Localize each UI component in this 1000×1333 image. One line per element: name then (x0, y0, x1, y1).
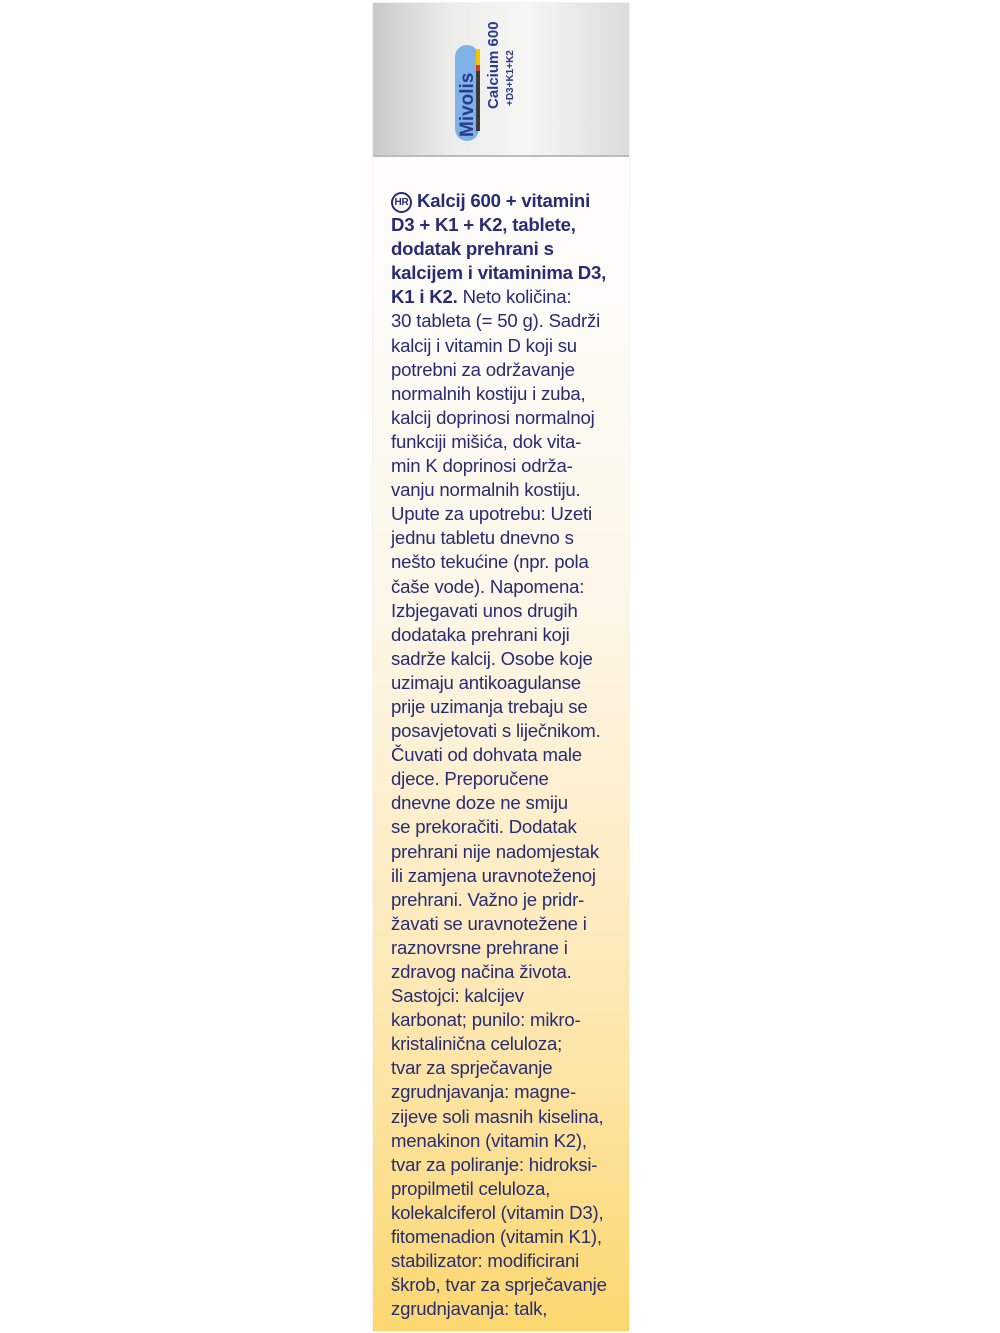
text-line (391, 743, 617, 767)
text-line (391, 695, 617, 719)
text-line-content: jednu tabletu dnevno s (391, 527, 574, 549)
text-line-content: prehrani. Važno je pridr- (391, 888, 585, 910)
text-line-content: kristalinična celuloza; (391, 1033, 563, 1055)
text-line (391, 430, 617, 454)
language-badge: HR (391, 192, 412, 213)
text-line (391, 1273, 617, 1297)
brand-logo (451, 9, 521, 149)
text-line (391, 1249, 617, 1273)
text-line (391, 1032, 617, 1056)
text-line-content: potrebni za održavanje (391, 358, 575, 380)
text-line-content: zdravog načina života. (391, 961, 572, 982)
text-line-content: uzimaju antikoagulanse (391, 671, 581, 693)
product-description (391, 189, 617, 1321)
text-line (391, 888, 617, 912)
text-line-content: Kalcij 600 + vitamini (417, 190, 591, 211)
text-line-content: funkciji mišića, dok vita- (391, 430, 582, 452)
text-line (391, 454, 617, 478)
text-line (391, 237, 617, 261)
text-line-content: D3 + K1 + K2, tablete, (391, 214, 576, 236)
text-line (391, 840, 617, 864)
text-line-content: karbonat; punilo: mikro- (391, 1009, 581, 1031)
text-line-content: Izbjegavati unos drugih (391, 599, 578, 621)
text-line-content: 30 tableta (= 50 g). Sadrži (391, 310, 601, 332)
text-line (391, 1008, 617, 1032)
text-line-content: fitomenadion (vitamin K1), (391, 1226, 602, 1248)
text-line-content: kalcij i vitamin D koji su (391, 334, 577, 356)
text-line (391, 719, 617, 743)
text-line (391, 1153, 617, 1177)
text-line (391, 358, 617, 382)
text-line (391, 599, 617, 623)
text-line (391, 912, 617, 936)
text-line (391, 1056, 617, 1080)
text-line (391, 334, 617, 358)
text-line (391, 285, 617, 309)
product-box-side (373, 3, 629, 1331)
text-line-content: Upute za upotrebu: Uzeti (391, 503, 592, 525)
text-line-content: dodatak prehrani s (391, 238, 554, 260)
text-line-content: vanju normalnih kostiju. (391, 479, 581, 501)
text-line (391, 261, 617, 285)
text-line-content: tvar za poliranje: hidroksi- (391, 1153, 598, 1175)
box-top-panel (373, 3, 629, 157)
logo-stripe-yellow (476, 49, 480, 65)
text-line-rest: Neto količina: (457, 286, 572, 308)
text-line-content: min K doprinosi održa- (391, 455, 573, 477)
text-line (391, 1201, 617, 1225)
text-line (391, 1129, 617, 1153)
text-line (391, 213, 617, 237)
text-line (391, 1225, 617, 1249)
text-line-content: dnevne doze ne smiju (391, 792, 568, 814)
text-line (391, 309, 617, 333)
product-subline: +D3+K1+K2 (505, 50, 516, 106)
text-line (391, 1105, 617, 1129)
text-line-content: zijeve soli masnih kiselina, (391, 1105, 604, 1127)
text-line-content: prehrani nije nadomjestak (391, 840, 599, 862)
logo-stripe-red (476, 65, 480, 71)
text-line-content: djece. Preporučene (391, 768, 549, 790)
text-line (391, 960, 617, 984)
text-line (391, 864, 617, 888)
text-line-content: žavati se uravnotežene i (391, 912, 587, 934)
text-line-content: Čuvati od dohvata male (391, 744, 582, 766)
text-line-content: zgrudnjavanja: talk, (391, 1298, 548, 1320)
text-line-content: zgrudnjavanja: magne- (391, 1081, 576, 1103)
text-line (391, 575, 617, 599)
text-line (391, 382, 617, 406)
text-line (391, 550, 617, 574)
text-line-content: prije uzimanja trebaju se (391, 695, 588, 717)
text-line (391, 647, 617, 671)
text-line-content: K1 i K2. (391, 286, 458, 308)
brand-name: Mivolis (457, 72, 478, 137)
text-line (391, 406, 617, 430)
text-line-content: raznovrsne prehrane i (391, 936, 568, 958)
text-line (391, 502, 617, 526)
text-line-content: tvar za sprječavanje (391, 1057, 553, 1079)
text-line-content: propilmetil celuloza, (391, 1177, 551, 1199)
product-name: Calcium 600 (485, 21, 502, 109)
text-line (391, 1297, 617, 1321)
text-line-content: kolekalciferol (vitamin D3), (391, 1201, 604, 1223)
text-line-content: menakinon (vitamin K2), (391, 1129, 587, 1151)
mivolis-logo-graphic (451, 9, 521, 149)
text-line-content: škrob, tvar za sprječavanje (391, 1274, 607, 1296)
text-line (391, 767, 617, 791)
text-line-content: Sastojci: kalcijev (391, 985, 524, 1007)
text-line-content: dodataka prehrani koji (391, 623, 570, 645)
text-line-content: posavjetovati s liječnikom. (391, 720, 601, 742)
text-line-content: se prekoračiti. Dodatak (391, 816, 577, 838)
text-line-content: stabilizator: modificirani (391, 1250, 580, 1272)
text-line (391, 936, 617, 960)
text-line-content: sadrže kalcij. Osobe koje (391, 647, 593, 669)
text-line (391, 984, 617, 1008)
text-line (391, 189, 617, 213)
text-line-content: kalcij doprinosi normalnoj (391, 406, 595, 428)
text-line-content: nešto tekućine (npr. pola (391, 551, 589, 573)
text-line (391, 791, 617, 815)
text-line-content: kalcijem i vitaminima D3, (391, 262, 607, 284)
text-line (391, 623, 617, 647)
text-line (391, 478, 617, 502)
text-line-content: ili zamjena uravnoteženoj (391, 864, 596, 886)
text-line-content: čaše vode). Napomena: (391, 575, 585, 597)
text-line (391, 1177, 617, 1201)
text-line (391, 526, 617, 550)
text-line (391, 671, 617, 695)
text-line-content: normalnih kostiju i zuba, (391, 382, 586, 404)
text-line (391, 1080, 617, 1104)
text-line (391, 815, 617, 839)
